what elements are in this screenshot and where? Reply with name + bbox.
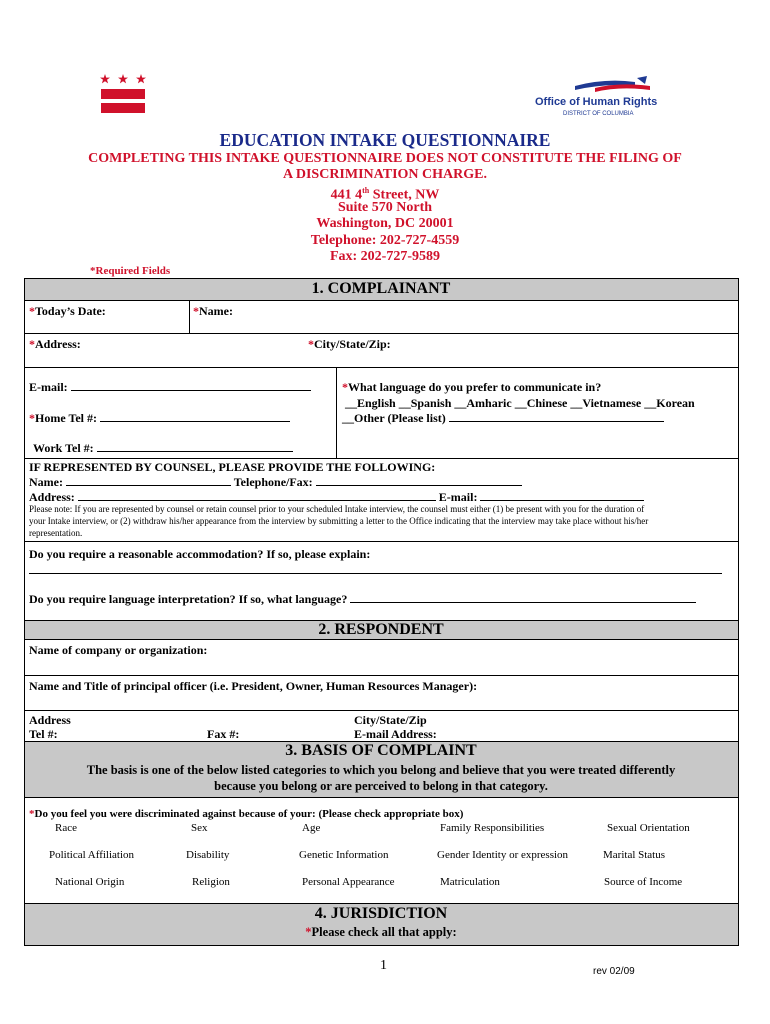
address-field[interactable]: *Address: (29, 337, 81, 351)
accommodation-question: Do you require a reasonable accommodation? If so, please explain: (29, 547, 371, 561)
basis-question: *Do you feel you were discriminated against because of your: (Please check appropriate box) (29, 808, 464, 820)
required-fields-note: *Required Fields (90, 265, 171, 277)
disclaimer-line-2: A DISCRIMINATION CHARGE. (283, 167, 487, 182)
office-suite: Suite 570 North (337, 200, 433, 215)
ohr-logo-subtext: DISTRICT OF COLUMBIA (563, 111, 634, 117)
section-2-title: 2. RESPONDENT (318, 621, 444, 638)
todays-date-field[interactable]: *Today’s Date: (29, 304, 106, 318)
basis-description-1: The basis is one of the below listed categories to which you belong and believe that you were treated differently (86, 763, 676, 777)
counsel-name-field[interactable]: Name: Telephone/Fax: (29, 475, 522, 490)
basis-family-responsibilities[interactable]: Family Responsibilities (440, 822, 545, 834)
office-city: Washington, DC 20001 (316, 216, 454, 231)
basis-age[interactable]: Age (302, 822, 321, 834)
language-options[interactable]: __English __Spanish __Amharic __Chinese __Vietnamese __Korean (345, 396, 695, 410)
section-1-title: 1. COMPLAINANT (311, 280, 451, 297)
email-field[interactable]: E-mail: (29, 380, 311, 395)
basis-marital-status[interactable]: Marital Status (603, 849, 666, 861)
office-street: 441 4th Street, NW (330, 186, 440, 203)
ohr-swoosh-icon (575, 76, 665, 96)
respondent-email-field[interactable]: E-mail Address: (354, 727, 437, 741)
counsel-address-field[interactable]: Address: E-mail: (29, 490, 644, 505)
language-other-field[interactable]: __Other (Please list) (342, 411, 664, 426)
basis-sexual-orientation[interactable]: Sexual Orientation (607, 822, 690, 834)
basis-religion[interactable]: Religion (192, 876, 230, 888)
respondent-address-field[interactable]: Address (29, 713, 71, 727)
jurisdiction-instruction: *Please check all that apply: (305, 925, 457, 939)
respondent-fax-field[interactable]: Fax #: (207, 727, 240, 741)
section-3-title: 3. BASIS OF COMPLAINT (285, 742, 477, 759)
office-fax: Fax: 202-727-9589 (329, 249, 441, 264)
home-tel-field[interactable]: *Home Tel #: (29, 411, 290, 426)
city-state-zip-field[interactable]: *City/State/Zip: (308, 337, 391, 351)
basis-sex[interactable]: Sex (191, 822, 208, 834)
basis-disability[interactable]: Disability (186, 849, 230, 861)
ohr-logo-text: Office of Human Rights (535, 96, 658, 108)
basis-matriculation[interactable]: Matriculation (440, 876, 500, 888)
basis-political-affiliation[interactable]: Political Affiliation (49, 849, 135, 861)
interpretation-question[interactable]: Do you require language interpretation? If so, what language? (29, 592, 696, 607)
ohr-logo (535, 76, 665, 120)
basis-genetic-information[interactable]: Genetic Information (299, 849, 389, 861)
work-tel-field[interactable]: Work Tel #: (33, 441, 293, 456)
accommodation-answer-line[interactable] (29, 573, 722, 574)
page-number: 1 (380, 958, 387, 973)
respondent-city-state-zip-field[interactable]: City/State/Zip (354, 713, 427, 727)
basis-personal-appearance[interactable]: Personal Appearance (302, 876, 395, 888)
respondent-tel-field[interactable]: Tel #: (29, 727, 58, 741)
dc-flag-logo (100, 74, 146, 114)
basis-national-origin[interactable]: National Origin (55, 876, 125, 888)
principal-officer-field[interactable]: Name and Title of principal officer (i.e. President, Owner, Human Resources Manager): (29, 679, 478, 693)
language-question: *What language do you prefer to communicate in? (342, 380, 602, 394)
company-field[interactable]: Name of company or organization: (29, 643, 208, 657)
revision-label: rev 02/09 (593, 966, 635, 977)
page-title: EDUCATION INTAKE QUESTIONNAIRE (219, 130, 551, 150)
counsel-heading: IF REPRESENTED BY COUNSEL, PLEASE PROVIDE THE FOLLOWING: (29, 460, 436, 474)
basis-source-of-income[interactable]: Source of Income (604, 876, 683, 888)
basis-description-2: because you belong or are perceived to belong in that category. (214, 779, 548, 793)
office-telephone: Telephone: 202-727-4559 (310, 233, 460, 248)
counsel-note: Please note: If you are represented by counsel or retain counsel prior to your scheduled Intake interview, the counsel must either (1) be present with you for the duration of your Intake interview, or (2) withdraw his/her appearance from the interview by submitting a letter to the Office indicating that the interview may take place without his/her representation. (29, 504, 649, 538)
name-field[interactable]: *Name: (193, 304, 233, 318)
basis-race[interactable]: Race (55, 822, 77, 834)
basis-gender-identity[interactable]: Gender Identity or expression (437, 849, 569, 861)
section-4-title: 4. JURISDICTION (314, 905, 448, 922)
disclaimer-line-1: COMPLETING THIS INTAKE QUESTIONNAIRE DOES NOT CONSTITUTE THE FILING OF (88, 151, 682, 166)
